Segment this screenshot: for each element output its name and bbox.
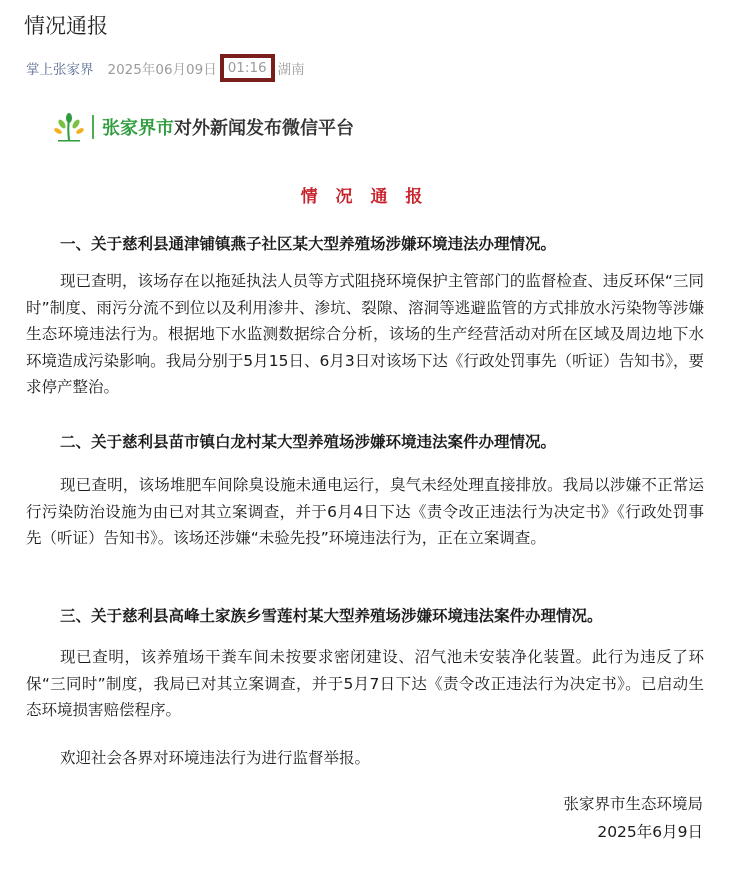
- publish-time-highlight: 01:16: [220, 54, 275, 82]
- section-heading-2: 二、关于慈利县苗市镇白龙村某大型养殖场涉嫌环境违法案件办理情况。: [60, 433, 557, 451]
- section-heading-3: 三、关于慈利县高峰土家族乡雪莲村某大型养殖场涉嫌环境违法案件办理情况。: [60, 607, 603, 625]
- signature-org: 张家界市生态环境局: [563, 795, 703, 813]
- section-body-2: 现已查明，该场堆肥车间除臭设施未通电运行，臭气未经处理直接排放。我局以涉嫌不正常运行污染防治设施为由已对其立案调查，并于6月4日下达《责令改正违法行为决定书》《行政处罚事先（听证）告知书》。该场还涉嫌“未验先投”环境违法行为，正在立案调查。: [26, 476, 704, 547]
- banner-rest: 对外新闻发布微信平台: [174, 118, 354, 139]
- section-heading-1: 一、关于慈利县通津铺镇燕子社区某大型养殖场涉嫌环境违法办理情况。: [60, 235, 557, 253]
- article-meta: [26, 54, 305, 82]
- author-link[interactable]: 掌上张家界: [26, 62, 94, 78]
- article-title: 情况通报: [24, 14, 108, 38]
- closing-text: 欢迎社会各界对环境违法行为进行监督举报。: [60, 749, 371, 767]
- report-heading: 情 况 通 报: [300, 187, 429, 207]
- publish-location: 湖南: [277, 62, 305, 78]
- banner-brand: 张家界市: [102, 118, 174, 139]
- banner-title: [102, 114, 354, 140]
- signature-date: 2025年6月9日: [597, 823, 703, 841]
- banner-divider: [92, 115, 94, 139]
- leaf-sprout-logo-icon: [52, 110, 86, 144]
- publish-date: 2025年06月09日: [107, 62, 217, 78]
- platform-banner: [52, 110, 354, 144]
- section-body-3: 现已查明，该养殖场干粪车间未按要求密闭建设、沼气池未安装净化装置。此行为违反了环保“三同时”制度，我局已对其立案调查，并于5月7日下达《责令改正违法行为决定书》。已启动生态环境损害赔偿程序。: [26, 648, 704, 719]
- section-body-1: 现已查明，该场存在以拖延执法人员等方式阻挠环境保护主管部门的监督检查、违反环保“三同时”制度、雨污分流不到位以及利用渗井、渗坑、裂隙、溶洞等逃避监管的方式排放水污染物等涉嫌生态环境违法行为。根据地下水监测数据综合分析，该场的生产经营活动对所在区域及周边地下水环境造成污染影响。我局分别于5月15日、6月3日对该场下达《行政处罚事先（听证）告知书》，要求停产整治。: [26, 272, 704, 396]
